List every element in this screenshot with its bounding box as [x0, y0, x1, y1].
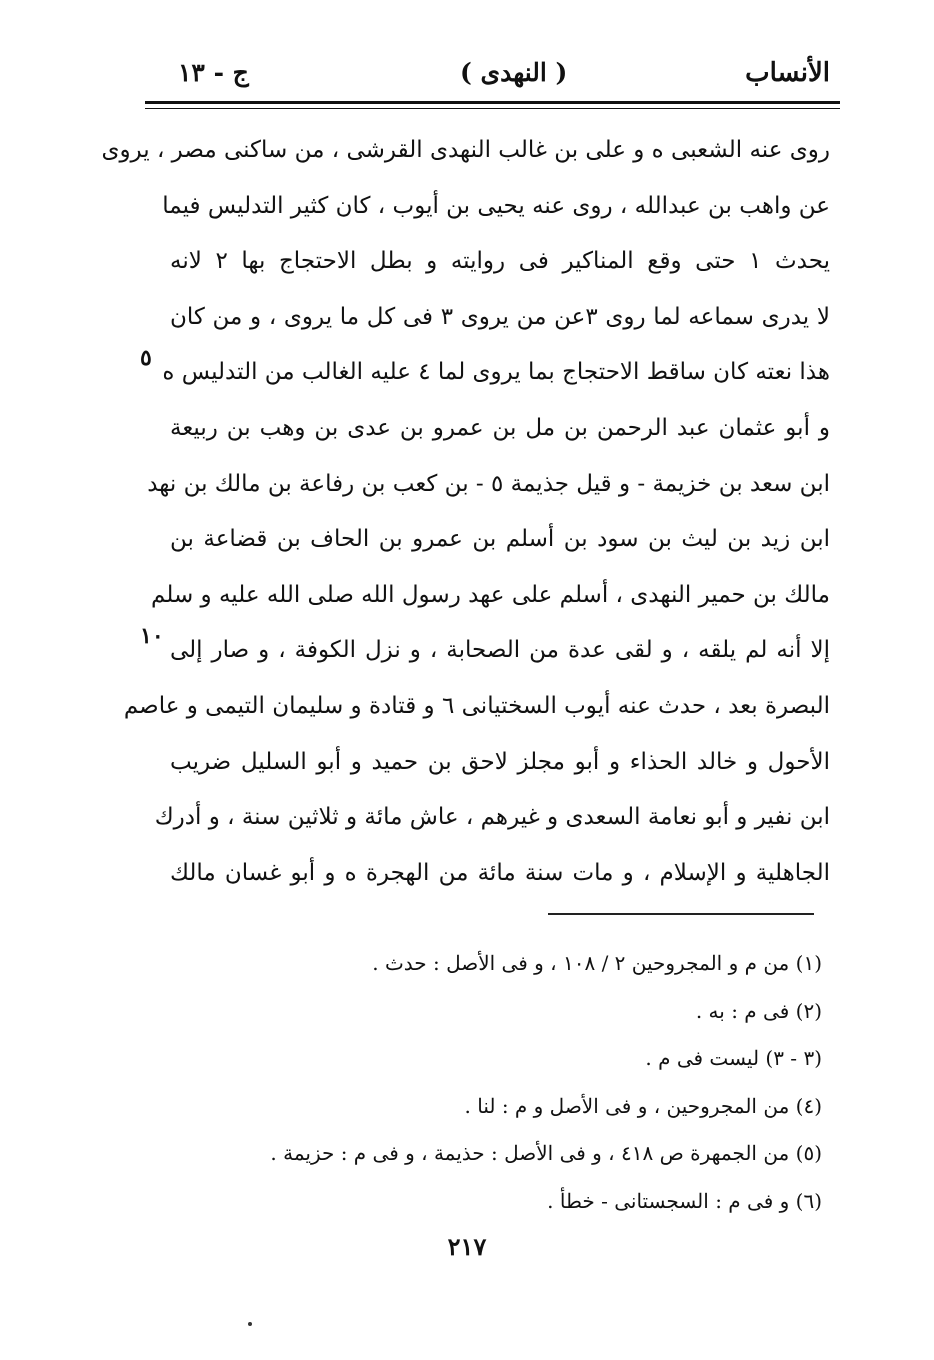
text-line-9: مالك بن حمیر النهدی ، أسلم علی عهد رسول الله صلی الله علیه و سلم [151, 581, 830, 608]
text-line-13: ابن نفیر و أبو نعامة السعدی و غیرهم ، عاش مائة و ثلاثین سنة ، و أدرك [154, 804, 830, 831]
running-head [160, 52, 840, 96]
running-head-volume: ج - ١٣ [178, 58, 249, 87]
page-number: ٢١٧ [447, 1232, 487, 1261]
text-line-10: إلا أنه لم یلقه ، و لقی عدة من الصحابة ، و نزل الکوفة ، و صار إلی [170, 637, 830, 664]
text-line-6: و أبو عثمان عبد الرحمن بن مل بن عمرو بن عدی بن وهب بن ربیعة [170, 414, 830, 441]
footnotes [262, 940, 822, 1225]
footnote-4: (٤) من المجروحین ، و فی الأصل و م : لنا . [464, 1093, 822, 1118]
running-head-entry: ( النهدی ) [460, 58, 568, 87]
text-line-1: روی عنه الشعبی ه و علی بن غالب النهدی القرشی ، من ساکنی مصر ، یروی [101, 137, 830, 163]
text-line-3: یحدث ١ حتی وقع المناکیر فی روایته و بطل الاحتجاج بها ٢ لانه [170, 248, 830, 275]
text-line-12: الأحول و خالد الحذاء و أبو مجلز لاحق بن حمید و أبو السلیل ضریب [170, 748, 830, 775]
text-line-7: ابن سعد بن خزیمة - و قیل جذیمة ٥ - بن کعب بن رفاعة بن مالك بن نهد [147, 470, 830, 497]
margin-line-number-5: ٥ [140, 345, 152, 371]
running-head-book-title: الأنساب [745, 58, 830, 88]
footnote-6: (٦) و فی م : السجستانی - خطأ . [547, 1188, 822, 1213]
footnote-rule [548, 913, 814, 915]
text-line-11: البصرة بعد ، حدث عنه أیوب السختیانی ٦ و قتادة و سلیمان التیمی و عاصم [123, 692, 830, 719]
text-line-2: عن واهب بن عبدالله ، روی عنه یحیی بن أیوب ، کان کثیر التدلیس فیما [162, 192, 830, 219]
header-rule-thin [145, 108, 840, 109]
text-line-4: لا یدری سماعه لما روی ٣عن من یروی ٣ فی کل ما یروی ، و من کان [170, 303, 830, 330]
footnote-1: (١) من م و المجروحین ٢ / ١٠٨ ، و فی الأصل : حدث . [372, 951, 822, 975]
footnote-2: (٢) فی م : به . [695, 998, 822, 1023]
text-line-8: ابن زید بن لیث بن سود بن أسلم بن عمرو بن الحاف بن قضاعة بن [170, 526, 830, 553]
footnote-5: (٥) من الجمهرة ص ٤١٨ ، و فی الأصل : حذیمة ، و فی م : حزیمة . [270, 1141, 822, 1165]
footnote-3: (٣ - ٣) لیست فی م . [645, 1046, 822, 1070]
margin-line-number-10: ١٠ [140, 623, 164, 649]
header-rule-thick [145, 101, 840, 104]
text-line-5: هذا نعته کان ساقط الاحتجاج بما یروی لما ٤ علیه الغالب من التدلیس ه [162, 359, 830, 386]
text-line-14: الجاهلیة و الإسلام ، و مات سنة مائة من الهجرة ه و أبو غسان مالك [170, 859, 830, 886]
ink-speck [248, 1322, 252, 1326]
